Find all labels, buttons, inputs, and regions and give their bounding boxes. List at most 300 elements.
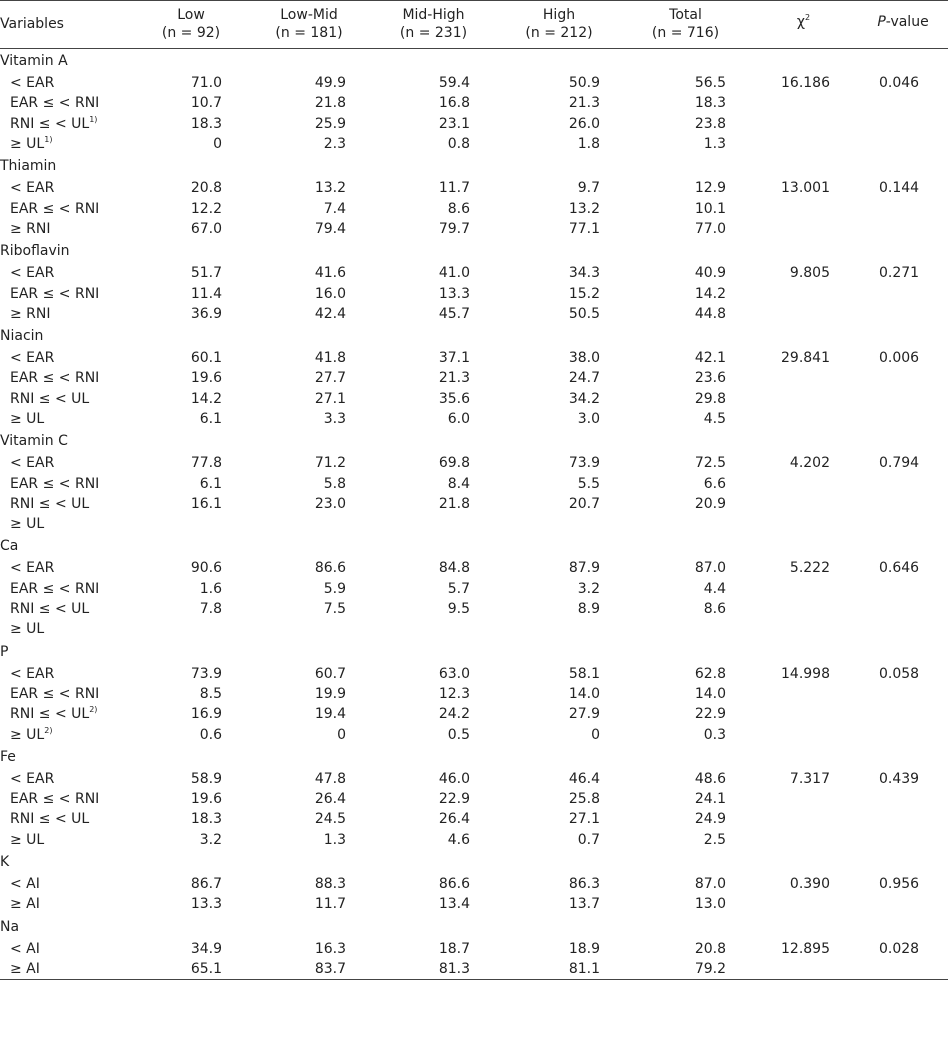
table-row <box>0 263 948 283</box>
table-row <box>0 894 948 914</box>
table-row <box>0 830 948 850</box>
section-header-row <box>0 534 948 558</box>
p-value-cell <box>858 809 948 829</box>
percent-cell: 23.0 <box>314 495 346 512</box>
chi-square-cell: 16.186 <box>781 75 830 92</box>
percent-cell: 25.8 <box>568 791 600 808</box>
table-row <box>0 134 948 154</box>
percent-cell: 19.6 <box>190 791 222 808</box>
percent-cell: 24.5 <box>314 811 346 828</box>
chi-square-cell: 5.222 <box>789 560 830 577</box>
percent-cell: 16.3 <box>314 940 346 957</box>
percent-cell: 29.8 <box>694 390 726 407</box>
table-row <box>0 409 948 429</box>
p-italic: P <box>877 14 886 30</box>
chi-square-cell <box>749 579 858 599</box>
chi-square-cell <box>749 514 858 534</box>
percent-cell: 60.7 <box>314 665 346 682</box>
category-text: < EAR <box>10 770 55 787</box>
category-label <box>0 514 135 534</box>
percent-cell: 38.0 <box>568 350 600 367</box>
percent-cell: 71.2 <box>314 455 346 472</box>
percent-cell: 59.4 <box>438 75 470 92</box>
category-text: ≥ AI <box>10 960 40 977</box>
p-value-cell <box>858 368 948 388</box>
percent-cell: 0.6 <box>199 726 222 743</box>
chi-square-cell <box>749 494 858 514</box>
p-value-cell <box>858 198 948 218</box>
p-value-cell: 0.271 <box>879 265 920 282</box>
section-name: Niacin <box>0 327 44 344</box>
percent-cell: 9.5 <box>447 601 470 618</box>
category-text: ≥ UL <box>10 136 45 153</box>
percent-cell: 67.0 <box>190 220 222 237</box>
p-value-cell: 0.646 <box>879 560 920 577</box>
percent-cell: 20.8 <box>190 180 222 197</box>
percent-cell: 34.2 <box>568 390 600 407</box>
percent-cell: 34.3 <box>568 265 600 282</box>
p-value-cell <box>858 724 948 744</box>
percent-cell: 73.9 <box>190 665 222 682</box>
section-name: Fe <box>0 748 16 765</box>
percent-cell: 81.1 <box>496 959 622 980</box>
table-row <box>0 73 948 93</box>
section-name: Riboflavin <box>0 243 70 260</box>
percent-cell: 19.4 <box>314 706 346 723</box>
percent-cell: 86.6 <box>438 876 470 893</box>
header-group-high <box>496 1 622 49</box>
chi-square-cell <box>749 809 858 829</box>
percent-cell <box>247 619 371 639</box>
percent-cell: 18.7 <box>438 940 470 957</box>
percent-cell: 5.9 <box>323 580 346 597</box>
percent-cell: 5.7 <box>447 580 470 597</box>
header-group-label: Total <box>669 7 702 23</box>
percent-cell: 0 <box>591 726 600 743</box>
percent-cell: 7.4 <box>323 200 346 217</box>
percent-cell: 13.3 <box>190 896 222 913</box>
category-label <box>0 473 135 493</box>
category-text: ≥ UL <box>10 726 45 743</box>
percent-cell: 87.0 <box>694 876 726 893</box>
category-label <box>0 959 135 980</box>
percent-cell: 56.5 <box>694 75 726 92</box>
percent-cell: 19.9 <box>314 685 346 702</box>
percent-cell: 8.9 <box>577 601 600 618</box>
table-row <box>0 769 948 789</box>
chi-square-cell <box>749 830 858 850</box>
percent-cell: 77.1 <box>568 220 600 237</box>
category-label <box>0 304 135 324</box>
p-value-cell <box>858 704 948 724</box>
chi-square-cell <box>749 684 858 704</box>
category-text: RNI ≤ < UL <box>10 811 90 828</box>
percent-cell: 22.9 <box>694 706 726 723</box>
percent-cell: 0 <box>337 726 346 743</box>
table-row <box>0 789 948 809</box>
percent-cell: 58.9 <box>190 770 222 787</box>
chi-square-cell: 29.841 <box>781 350 830 367</box>
p-value-cell <box>858 894 948 914</box>
category-text: < EAR <box>10 455 55 472</box>
percent-cell: 11.7 <box>314 896 346 913</box>
chi-square-cell <box>749 894 858 914</box>
header-group-mid-high <box>371 1 496 49</box>
p-value-cell <box>858 579 948 599</box>
percent-cell: 2.5 <box>703 831 726 848</box>
p-value-cell <box>858 599 948 619</box>
category-label <box>0 939 135 959</box>
category-text: ≥ UL <box>10 831 45 848</box>
header-variables: Variables <box>0 16 64 32</box>
header-group-label: High <box>542 7 576 23</box>
header-group-label: Low-Mid <box>280 7 338 23</box>
section-name: Ca <box>0 538 19 555</box>
category-text: EAR ≤ < RNI <box>10 285 100 302</box>
chi-square-cell: 9.805 <box>789 265 830 282</box>
p-value-cell: 0.046 <box>879 75 920 92</box>
section-name: Thiamin <box>0 158 57 175</box>
chi-square-cell <box>749 389 858 409</box>
percent-cell <box>135 619 247 639</box>
p-value-cell <box>858 219 948 239</box>
section-header-row <box>0 324 948 348</box>
chi-square-cell <box>749 409 858 429</box>
percent-cell: 79.4 <box>314 220 346 237</box>
p-value-cell <box>858 304 948 324</box>
percent-cell: 13.4 <box>438 896 470 913</box>
percent-cell: 26.4 <box>314 791 346 808</box>
category-text: < EAR <box>10 350 55 367</box>
chi-square-cell <box>749 368 858 388</box>
percent-cell: 14.2 <box>190 390 222 407</box>
header-group-total <box>622 1 749 49</box>
table-row <box>0 219 948 239</box>
category-label <box>0 453 135 473</box>
percent-cell: 26.0 <box>568 115 600 132</box>
chi-square-cell: 13.001 <box>781 180 830 197</box>
category-text: RNI ≤ < UL <box>10 601 90 618</box>
chi-square-cell <box>749 959 858 980</box>
table-row <box>0 198 948 218</box>
percent-cell <box>622 619 749 639</box>
percent-cell: 44.8 <box>694 305 726 322</box>
percent-cell: 18.3 <box>190 115 222 132</box>
percent-cell: 19.6 <box>190 370 222 387</box>
header-group-low <box>135 1 247 49</box>
p-value-cell <box>858 830 948 850</box>
percent-cell: 86.3 <box>568 876 600 893</box>
p-value-cell: 0.006 <box>879 350 920 367</box>
category-text: RNI ≤ < UL <box>10 495 90 512</box>
table-row <box>0 93 948 113</box>
percent-cell: 4.4 <box>703 580 726 597</box>
category-label <box>0 494 135 514</box>
percent-cell: 77.8 <box>190 455 222 472</box>
percent-cell: 45.7 <box>438 305 470 322</box>
category-label <box>0 619 135 639</box>
chi-square-cell: 12.895 <box>781 940 830 957</box>
table-row <box>0 389 948 409</box>
section-header-row <box>0 640 948 664</box>
header-group-label: Low <box>177 7 205 23</box>
percent-cell: 88.3 <box>314 876 346 893</box>
table-row <box>0 724 948 744</box>
p-value-cell <box>858 134 948 154</box>
header-group-n: (n = 212) <box>525 25 593 41</box>
percent-cell: 87.0 <box>694 560 726 577</box>
percent-cell <box>135 514 247 534</box>
percent-cell <box>371 619 496 639</box>
p-value-cell <box>858 473 948 493</box>
p-rest: -value <box>885 14 929 30</box>
percent-cell: 0.5 <box>447 726 470 743</box>
table-row <box>0 939 948 959</box>
table-body <box>0 49 948 980</box>
percent-cell: 8.5 <box>199 685 222 702</box>
percent-cell <box>371 514 496 534</box>
category-label <box>0 409 135 429</box>
category-label <box>0 368 135 388</box>
table-row <box>0 809 948 829</box>
percent-cell: 8.4 <box>447 475 470 492</box>
table-row <box>0 283 948 303</box>
category-text: RNI ≤ < UL <box>10 706 90 723</box>
table-row <box>0 494 948 514</box>
header-group-low-mid <box>247 1 371 49</box>
table-row <box>0 874 948 894</box>
percent-cell: 8.6 <box>703 601 726 618</box>
category-text: < EAR <box>10 180 55 197</box>
chi-square-cell <box>749 599 858 619</box>
percent-cell: 50.9 <box>568 75 600 92</box>
table-row <box>0 599 948 619</box>
p-value-cell <box>858 684 948 704</box>
chi-square-cell <box>749 114 858 134</box>
percent-cell: 18.3 <box>190 811 222 828</box>
category-label <box>0 114 135 134</box>
category-label <box>0 283 135 303</box>
percent-cell: 22.9 <box>438 791 470 808</box>
percent-cell: 1.8 <box>577 136 600 153</box>
p-value-cell <box>858 93 948 113</box>
header-group-n: (n = 716) <box>651 25 720 41</box>
chi-square-cell <box>749 283 858 303</box>
percent-cell: 10.7 <box>190 95 222 112</box>
percent-cell: 49.9 <box>314 75 346 92</box>
percent-cell: 23.1 <box>438 115 470 132</box>
header-group-n: (n = 181) <box>275 25 343 41</box>
percent-cell: 7.8 <box>199 601 222 618</box>
section-name: Vitamin A <box>0 53 68 69</box>
percent-cell: 48.6 <box>694 770 726 787</box>
section-name: P <box>0 643 9 660</box>
header-group-n: (n = 92) <box>161 25 221 41</box>
percent-cell <box>247 514 371 534</box>
percent-cell: 18.9 <box>568 940 600 957</box>
percent-cell: 3.2 <box>199 831 222 848</box>
table-row <box>0 579 948 599</box>
chi-square-cell <box>749 619 858 639</box>
p-value-cell: 0.028 <box>879 940 920 957</box>
category-label <box>0 769 135 789</box>
percent-cell: 27.1 <box>568 811 600 828</box>
percent-cell: 10.1 <box>694 200 726 217</box>
percent-cell: 0.7 <box>577 831 600 848</box>
percent-cell: 11.4 <box>190 285 222 302</box>
section-header-row <box>0 745 948 769</box>
category-label <box>0 263 135 283</box>
category-label <box>0 219 135 239</box>
percent-cell: 14.0 <box>694 685 726 702</box>
percent-cell: 86.7 <box>190 876 222 893</box>
header-p-value <box>858 1 948 49</box>
category-text: < EAR <box>10 75 55 92</box>
percent-cell: 72.5 <box>694 455 726 472</box>
p-value-cell <box>858 619 948 639</box>
percent-cell: 6.6 <box>703 475 726 492</box>
table-row <box>0 178 948 198</box>
category-label <box>0 579 135 599</box>
percent-cell: 13.2 <box>314 180 346 197</box>
chi-square-cell <box>749 704 858 724</box>
percent-cell: 73.9 <box>568 455 600 472</box>
category-text: ≥ AI <box>10 896 40 913</box>
category-label <box>0 684 135 704</box>
percent-cell: 36.9 <box>190 305 222 322</box>
percent-cell: 77.0 <box>694 220 726 237</box>
percent-cell: 24.1 <box>694 791 726 808</box>
p-value-cell <box>858 283 948 303</box>
percent-cell: 8.6 <box>447 200 470 217</box>
category-text: < EAR <box>10 665 55 682</box>
percent-cell: 13.7 <box>568 896 600 913</box>
table-row <box>0 514 948 534</box>
category-text: RNI ≤ < UL <box>10 390 90 407</box>
chi-square-cell <box>749 93 858 113</box>
category-label <box>0 724 135 744</box>
section-header-row <box>0 915 948 939</box>
p-value-cell <box>858 114 948 134</box>
percent-cell <box>622 514 749 534</box>
percent-cell: 16.0 <box>314 285 346 302</box>
category-text: ≥ UL <box>10 621 45 638</box>
p-value-cell: 0.956 <box>879 876 920 893</box>
p-value-cell <box>858 959 948 980</box>
percent-cell: 23.6 <box>694 370 726 387</box>
percent-cell: 13.2 <box>568 200 600 217</box>
percent-cell: 71.0 <box>190 75 222 92</box>
chi-square-cell <box>749 304 858 324</box>
percent-cell: 58.1 <box>568 665 600 682</box>
p-value-cell: 0.439 <box>879 770 920 787</box>
category-label <box>0 73 135 93</box>
section-name: K <box>0 853 10 870</box>
percent-cell: 7.5 <box>323 601 346 618</box>
percent-cell: 62.8 <box>694 665 726 682</box>
category-label <box>0 134 135 154</box>
chi-square-cell <box>749 473 858 493</box>
percent-cell: 65.1 <box>135 959 247 980</box>
percent-cell: 0.8 <box>447 136 470 153</box>
category-text: ≥ UL <box>10 411 45 427</box>
percent-cell: 6.1 <box>199 475 222 492</box>
category-label <box>0 178 135 198</box>
chi-square-cell <box>749 789 858 809</box>
category-text: EAR ≤ < RNI <box>10 370 100 387</box>
table-row <box>0 959 948 980</box>
category-label <box>0 789 135 809</box>
percent-cell: 90.6 <box>190 560 222 577</box>
percent-cell: 26.4 <box>438 811 470 828</box>
percent-cell: 83.7 <box>247 959 371 980</box>
category-text: EAR ≤ < RNI <box>10 475 100 492</box>
percent-cell: 86.6 <box>314 560 346 577</box>
chi-square-cell <box>749 219 858 239</box>
chi-superscript: 2 <box>805 13 811 22</box>
percent-cell: 47.8 <box>314 770 346 787</box>
chi-square-cell: 4.202 <box>789 455 830 472</box>
chi-square-cell: 14.998 <box>781 665 830 682</box>
section-header-row <box>0 429 948 453</box>
percent-cell: 20.7 <box>568 495 600 512</box>
percent-cell: 27.9 <box>568 706 600 723</box>
category-label <box>0 558 135 578</box>
percent-cell: 60.1 <box>190 350 222 367</box>
table-row <box>0 453 948 473</box>
percent-cell: 41.6 <box>314 265 346 282</box>
category-text: ≥ UL <box>10 516 45 533</box>
percent-cell: 1.3 <box>703 136 726 153</box>
table-row <box>0 473 948 493</box>
category-label <box>0 664 135 684</box>
section-name: Vitamin C <box>0 433 68 450</box>
percent-cell: 6.1 <box>199 411 222 427</box>
p-value-cell <box>858 494 948 514</box>
p-value-cell <box>858 514 948 534</box>
section-header-row <box>0 239 948 263</box>
percent-cell: 63.0 <box>438 665 470 682</box>
category-label <box>0 830 135 850</box>
percent-cell: 25.9 <box>314 115 346 132</box>
header-group-label: Mid-High <box>402 7 465 23</box>
category-text: RNI ≤ < UL <box>10 115 90 132</box>
percent-cell: 11.7 <box>438 180 470 197</box>
category-text: EAR ≤ < RNI <box>10 580 100 597</box>
percent-cell: 4.6 <box>447 831 470 848</box>
percent-cell: 21.3 <box>568 95 600 112</box>
percent-cell: 20.8 <box>694 940 726 957</box>
p-value-cell: 0.794 <box>879 455 920 472</box>
percent-cell: 37.1 <box>438 350 470 367</box>
percent-cell: 27.1 <box>314 390 346 407</box>
percent-cell: 24.2 <box>438 706 470 723</box>
percent-cell: 16.8 <box>438 95 470 112</box>
percent-cell: 41.0 <box>438 265 470 282</box>
category-label <box>0 198 135 218</box>
chi-square-cell <box>749 134 858 154</box>
category-label <box>0 874 135 894</box>
percent-cell: 41.8 <box>314 350 346 367</box>
percent-cell <box>496 619 622 639</box>
category-text: EAR ≤ < RNI <box>10 685 100 702</box>
percent-cell: 13.3 <box>438 285 470 302</box>
p-value-cell <box>858 409 948 429</box>
p-value-cell <box>858 789 948 809</box>
percent-cell: 3.2 <box>577 580 600 597</box>
percent-cell: 14.0 <box>568 685 600 702</box>
percent-cell: 79.7 <box>438 220 470 237</box>
